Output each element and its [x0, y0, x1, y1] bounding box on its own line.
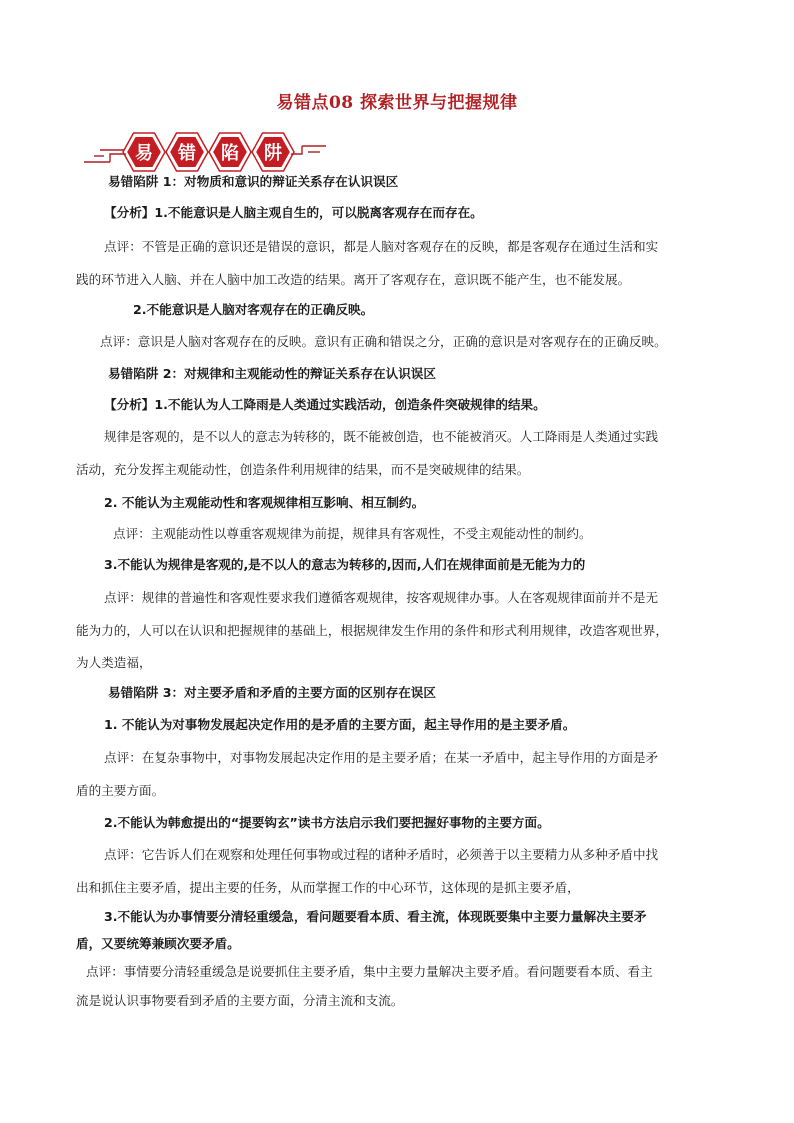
body-line: 为人类造福，: [76, 655, 152, 670]
body-line: 流是说认识事物要看到矛盾的主要方面，分清主流和支流。: [76, 993, 404, 1008]
body-line: 出和抓住主要矛盾，提出主要的任务，从而掌握工作的中心环节，这体现的是抓主要矛盾，: [76, 880, 580, 895]
heading-line: 易错陷阱 1：对物质和意识的辩证关系存在认识误区: [108, 174, 399, 189]
heading-line: 【分析】1.不能认为人工降雨是人类通过实践活动，创造条件突破规律的结果。: [104, 397, 546, 412]
heading-line: 3.不能认为规律是客观的,是不以人的意志为转移的,因而,人们在规律面前是无能为力的: [104, 557, 586, 572]
heading-line: 2.不能意识是人脑对客观存在的正确反映。: [133, 302, 374, 317]
heading-line: 易错陷阱 3：对主要矛盾和矛盾的主要方面的区别存在误区: [108, 685, 436, 700]
body-line: 点评：规律的普遍性和客观性要求我们遵循客观规律，按客观规律办事。人在客观规律面前并不是无: [104, 590, 659, 605]
body-line: 能为力的，人可以在认识和把握规律的基础上，根据规律发生作用的条件和形式利用规律，改造客观世界，: [76, 623, 668, 638]
heading-line: 盾，又要统筹兼顾次要矛盾。: [76, 936, 240, 951]
heading-line: 3.不能认为办事情要分清轻重缓急，看问题要看本质、看主流，体现既要集中主要力量解决主要矛: [104, 909, 647, 924]
body-line: 盾的主要方面。: [76, 783, 165, 798]
heading-line: 2. 不能认为主观能动性和客观规律相互影响、相互制约。: [104, 495, 425, 510]
body-line: 点评：不管是正确的意识还是错误的意识，都是人脑对客观存在的反映，都是客观存在通过生活和实: [104, 239, 659, 254]
heading-line: 1. 不能认为对事物发展起决定作用的是矛盾的主要方面，起主导作用的是主要矛盾。: [104, 717, 576, 732]
body-line: 践的环节进入人脑、并在人脑中加工改造的结果。离开了客观存在，意识既不能产生，也不能发展。: [76, 272, 631, 287]
body-line: 点评：意识是人脑对客观存在的反映。意识有正确和错误之分，正确的意识是对客观存在的正确反映。: [100, 334, 667, 349]
banner-char-3: 陷: [221, 143, 239, 164]
banner-char-4: 阱: [264, 143, 282, 164]
body-line: 点评：主观能动性以尊重客观规律为前提，规律具有客观性，不受主观能动性的制约。: [113, 526, 592, 541]
banner-hexagons: [123, 133, 294, 171]
body-line: 点评：它告诉人们在观察和处理任何事物或过程的诸种矛盾时，必须善于以主要精力从多种矛盾中找: [104, 847, 659, 862]
heading-line: 2.不能认为韩愈提出的“提要钩玄”读书方法启示我们要把握好事物的主要方面。: [104, 815, 550, 830]
heading-line: 【分析】1.不能意识是人脑主观自生的，可以脱离客观存在而存在。: [104, 205, 483, 220]
page-title: 易错点08 探索世界与把握规律: [276, 93, 518, 113]
body-line: 规律是客观的，是不以人的意志为转移的，既不能被创造，也不能被消灭。人工降雨是人类通过实践: [104, 429, 659, 444]
banner-char-1: 易: [135, 143, 153, 164]
heading-line: 易错陷阱 2：对规律和主观能动性的辩证关系存在认识误区: [108, 366, 436, 381]
body-line: 点评：事情要分清轻重缓急是说要抓住主要矛盾，集中主要力量解决主要矛盾。看问题要看本质、看主: [86, 964, 653, 979]
banner-char-2: 错: [178, 143, 196, 164]
body-line: 点评：在复杂事物中，对事物发展起决定作用的是主要矛盾；在某一矛盾中，起主导作用的方面是矛: [104, 750, 659, 765]
body-line: 活动，充分发挥主观能动性，创造条件利用规律的结果，而不是突破规律的结果。: [76, 462, 530, 477]
